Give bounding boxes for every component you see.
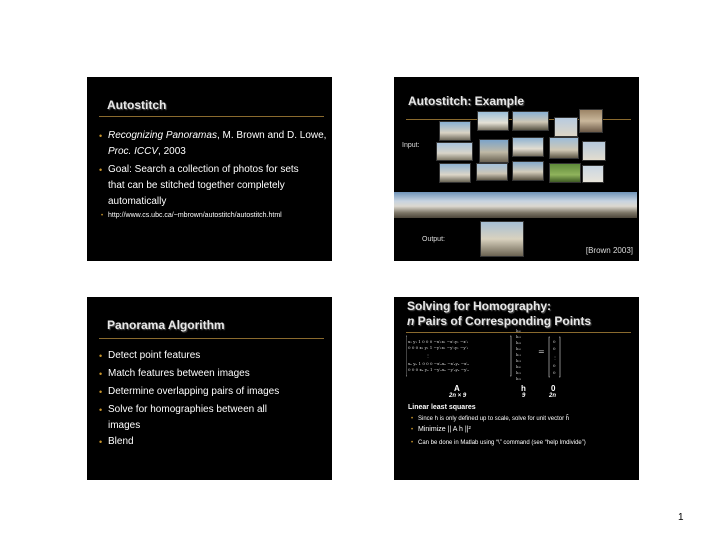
- algorithm-step: • Blend: [108, 434, 318, 450]
- algorithm-step: • Determine overlapping pairs of images: [108, 384, 318, 400]
- title-rule: [99, 338, 324, 339]
- input-photo: [512, 111, 549, 131]
- svg-text:h₂₀: h₂₀: [516, 365, 522, 369]
- slide-title-line2: n Pairs of Corresponding Points: [407, 314, 592, 328]
- lls-heading: Linear least squares: [408, 404, 476, 411]
- svg-text:h₂₂: h₂₂: [516, 377, 522, 381]
- input-photo: [436, 142, 473, 161]
- slide-title: Autostitch: Example: [408, 94, 525, 108]
- input-photo: [554, 117, 578, 137]
- bullet-dot-icon: •: [99, 405, 103, 415]
- input-photo: [439, 163, 471, 183]
- algorithm-step: • Detect point features: [108, 348, 318, 364]
- input-photo: [582, 165, 604, 183]
- output-label: Output:: [422, 236, 445, 243]
- svg-text:0: 0: [553, 370, 556, 375]
- svg-text:h₂₁: h₂₁: [516, 371, 522, 375]
- input-photo: [582, 141, 606, 161]
- bullet-dot-icon: •: [99, 369, 103, 379]
- svg-text:x₁ y₁ 1 0 0 0 −x′₁x₁ −x′₁y₁ −x: x₁ y₁ 1 0 0 0 −x′₁x₁ −x′₁y₁ −x′₁: [408, 339, 469, 344]
- slide-title: Autostitch: [107, 98, 167, 112]
- input-label: Input:: [402, 142, 420, 149]
- slide-title-line1: Solving for Homography:: [407, 299, 551, 313]
- svg-text:xₙ yₙ 1 0 0 0 −x′ₙxₙ −x′ₙyₙ −x: xₙ yₙ 1 0 0 0 −x′ₙxₙ −x′ₙyₙ −x′ₙ: [408, 361, 470, 366]
- bullet-dot-icon: •: [99, 387, 103, 397]
- svg-text:h₀₂: h₀₂: [516, 341, 522, 345]
- input-photo: [476, 163, 508, 181]
- slide-solving-homography: [394, 297, 639, 480]
- svg-text:h₁₂: h₁₂: [516, 359, 522, 363]
- paper-title: Recognizing Panoramas: [108, 130, 217, 141]
- svg-text:0: 0: [553, 363, 556, 368]
- slide-autostitch-example: [394, 77, 639, 261]
- paper-year: , 2003: [158, 146, 186, 157]
- bullet-dot-icon: •: [99, 165, 103, 175]
- output-photo: [480, 221, 524, 257]
- svg-text:h₁₁: h₁₁: [516, 353, 522, 357]
- label-A: A: [454, 384, 460, 393]
- bullet-url: [101, 211, 332, 221]
- page-number: 1: [678, 512, 684, 523]
- paper-authors: , M. Brown and D. Lowe,: [216, 130, 327, 141]
- bullet-goal: [99, 162, 308, 210]
- panorama-strip: [394, 192, 637, 218]
- equals-sign: =: [538, 347, 545, 356]
- bullet-dot-icon: •: [411, 440, 414, 446]
- svg-text:0 0 0 xₙ yₙ 1 −y′ₙxₙ −y′ₙyₙ −y: 0 0 0 xₙ yₙ 1 −y′ₙxₙ −y′ₙyₙ −y′ₙ: [408, 367, 470, 372]
- vector-h-graphic: [514, 327, 534, 382]
- svg-text:0: 0: [553, 339, 556, 344]
- bullet-dot-icon: •: [411, 427, 414, 433]
- bullet-dot-icon: •: [99, 351, 103, 361]
- homography-vector-h: [514, 327, 534, 382]
- input-photo: [512, 137, 544, 157]
- goal-text: Goal: Search a collection of photos for sets that can be stitched together completely automatically: [108, 164, 299, 207]
- zero-vector-graphic: [548, 335, 562, 380]
- svg-text:0 0 0 x₁ y₁ 1 −y′₁x₁ −y′₁y₁ −y: 0 0 0 x₁ y₁ 1 −y′₁x₁ −y′₁y₁ −y′₁: [408, 345, 469, 350]
- algorithm-step: • Match features between images: [108, 366, 318, 382]
- paper-venue: Proc. ICCV: [108, 146, 159, 157]
- title-rule: [99, 116, 324, 117]
- input-photo: [477, 111, 509, 131]
- input-photo: [549, 163, 581, 183]
- autostitch-url[interactable]: http://www.cs.ubc.ca/~mbrown/autostitch/autostitch.html: [108, 212, 282, 219]
- svg-text:⋮: ⋮: [426, 353, 430, 358]
- input-photo: [479, 139, 509, 163]
- label-h: h: [521, 384, 526, 393]
- bullet-paper: [99, 128, 328, 160]
- slide-autostitch: [87, 77, 332, 261]
- svg-text:0: 0: [553, 346, 556, 351]
- zero-vector: [548, 335, 562, 380]
- bullet-dot-icon: •: [101, 213, 104, 219]
- label-A-dim: 2n × 9: [449, 393, 467, 399]
- bullet-dot-icon: •: [99, 437, 103, 447]
- label-h-dim: 9: [522, 393, 526, 399]
- input-photo: [549, 137, 579, 159]
- citation: [Brown 2003]: [585, 246, 633, 255]
- bullet-dot-icon: •: [411, 416, 414, 422]
- lls-point: • Can be done in Matlab using “\” command (see “help lmdivide”): [411, 440, 586, 446]
- label-0-dim: 2n: [549, 393, 557, 399]
- svg-text:h₁₀: h₁₀: [516, 347, 522, 351]
- input-photo: [439, 121, 471, 141]
- bullet-dot-icon: •: [99, 131, 103, 141]
- lls-point: • Minimize || A h ||²: [411, 426, 471, 433]
- slide-panorama-algorithm: [87, 297, 332, 480]
- input-photo: [512, 161, 544, 181]
- algorithm-step: • Solve for homographies between all images: [99, 404, 267, 431]
- slide-title: Panorama Algorithm: [107, 318, 225, 332]
- input-photo: [579, 109, 603, 133]
- svg-text:⋮: ⋮: [553, 355, 557, 360]
- label-0: 0: [551, 384, 556, 393]
- svg-text:h₀₁: h₀₁: [516, 335, 522, 339]
- svg-text:h₀₀: h₀₀: [516, 329, 522, 333]
- lls-point: • Since h is only defined up to scale, solve for unit vector ĥ: [411, 416, 570, 422]
